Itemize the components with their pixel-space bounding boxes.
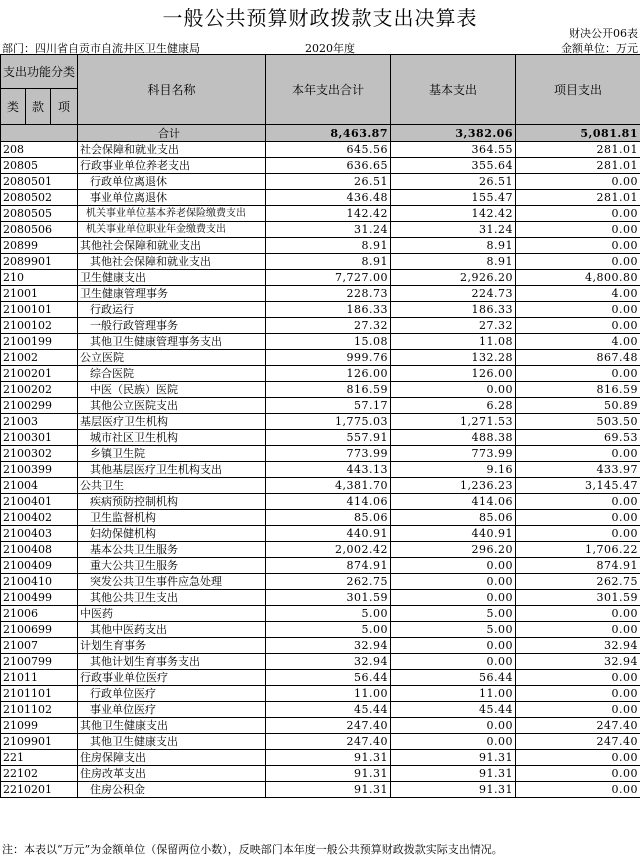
row-code: 2080505 [1, 206, 78, 222]
row-total: 32.94 [266, 638, 391, 654]
row-code: 2100299 [1, 398, 78, 414]
table-row [1, 782, 640, 798]
row-project: 281.01 [516, 142, 640, 158]
row-subject: 行政事业单位养老支出 [78, 158, 266, 174]
row-subject: 其他社会保障和就业支出 [78, 238, 266, 254]
table-row [1, 382, 640, 398]
table-row [1, 286, 640, 302]
table-row [1, 766, 640, 782]
row-code: 2080502 [1, 190, 78, 206]
row-basic: 1,271.53 [391, 414, 516, 430]
row-basic: 155.47 [391, 190, 516, 206]
row-basic: 56.44 [391, 670, 516, 686]
row-project: 247.40 [516, 734, 640, 750]
row-total: 247.40 [266, 718, 391, 734]
row-total: 26.51 [266, 174, 391, 190]
row-project: 0.00 [516, 510, 640, 526]
table-row [1, 542, 640, 558]
row-subject: 事业单位离退休 [78, 190, 266, 206]
row-total: 414.06 [266, 494, 391, 510]
row-project: 32.94 [516, 638, 640, 654]
row-code: 21002 [1, 350, 78, 366]
row-project: 0.00 [516, 366, 640, 382]
row-total: 85.06 [266, 510, 391, 526]
table-row [1, 366, 640, 382]
row-basic: 355.64 [391, 158, 516, 174]
row-subject: 行政单位离退休 [78, 174, 266, 190]
row-total: 247.40 [266, 734, 391, 750]
row-basic: 0.00 [391, 734, 516, 750]
row-subject: 其他卫生健康支出 [78, 734, 266, 750]
row-code: 21004 [1, 478, 78, 494]
row-subject: 其他社会保障和就业支出 [78, 254, 266, 270]
row-basic: 1,236.23 [391, 478, 516, 494]
row-basic: 2,926.20 [391, 270, 516, 286]
table-row [1, 318, 640, 334]
row-project: 247.40 [516, 718, 640, 734]
row-basic: 142.42 [391, 206, 516, 222]
row-subject: 综合医院 [78, 366, 266, 382]
table-row [1, 750, 640, 766]
row-project: 0.00 [516, 750, 640, 766]
row-subject: 机关事业单位职业年金缴费支出 [78, 222, 266, 238]
row-total: 645.56 [266, 142, 391, 158]
row-subject: 城市社区卫生机构 [78, 430, 266, 446]
row-subject: 社会保障和就业支出 [78, 142, 266, 158]
row-total: 262.75 [266, 574, 391, 590]
row-total: 301.59 [266, 590, 391, 606]
table-row [1, 478, 640, 494]
row-subject: 一般行政管理事务 [78, 318, 266, 334]
row-code: 2100408 [1, 542, 78, 558]
footnote: 注：本表以“万元”为金额单位（保留两位小数），反映部门本年度一般公共预算财政拨款实际支出情况。 [2, 843, 503, 856]
row-subject: 中医（民族）医院 [78, 382, 266, 398]
row-code: 2100410 [1, 574, 78, 590]
row-project: 1,706.22 [516, 542, 640, 558]
table-row [1, 526, 640, 542]
total-amount: 8,463.87 [266, 125, 391, 142]
row-project: 0.00 [516, 446, 640, 462]
row-code: 21006 [1, 606, 78, 622]
table-row [1, 254, 640, 270]
row-total: 15.08 [266, 334, 391, 350]
row-code: 208 [1, 142, 78, 158]
row-subject: 事业单位医疗 [78, 702, 266, 718]
row-project: 433.97 [516, 462, 640, 478]
row-total: 142.42 [266, 206, 391, 222]
header-project: 项目支出 [516, 55, 640, 125]
row-code: 2100201 [1, 366, 78, 382]
total-basic: 3,382.06 [391, 125, 516, 142]
table-row [1, 222, 640, 238]
table-row [1, 430, 640, 446]
header-total: 本年支出合计 [266, 55, 391, 125]
row-code: 2100301 [1, 430, 78, 446]
row-total: 436.48 [266, 190, 391, 206]
row-subject: 疾病预防控制机构 [78, 494, 266, 510]
table-row [1, 206, 640, 222]
total-row [1, 125, 640, 142]
row-project: 0.00 [516, 174, 640, 190]
header-basic: 基本支出 [391, 55, 516, 125]
row-project: 0.00 [516, 670, 640, 686]
row-project: 0.00 [516, 318, 640, 334]
row-subject: 其他公立医院支出 [78, 398, 266, 414]
row-project: 0.00 [516, 254, 640, 270]
row-subject: 重大公共卫生服务 [78, 558, 266, 574]
row-project: 0.00 [516, 686, 640, 702]
row-basic: 0.00 [391, 382, 516, 398]
row-subject: 行政运行 [78, 302, 266, 318]
row-total: 999.76 [266, 350, 391, 366]
total-project: 5,081.81 [516, 125, 640, 142]
row-basic: 45.44 [391, 702, 516, 718]
row-basic: 0.00 [391, 558, 516, 574]
row-total: 45.44 [266, 702, 391, 718]
row-basic: 0.00 [391, 654, 516, 670]
row-subject: 卫生健康支出 [78, 270, 266, 286]
row-code: 20805 [1, 158, 78, 174]
row-subject: 其他中医药支出 [78, 622, 266, 638]
table-row [1, 142, 640, 158]
row-project: 50.89 [516, 398, 640, 414]
total-label: 合计 [78, 125, 266, 142]
row-basic: 364.55 [391, 142, 516, 158]
row-code: 2100499 [1, 590, 78, 606]
row-basic: 488.38 [391, 430, 516, 446]
table-row [1, 302, 640, 318]
row-subject: 行政事业单位医疗 [78, 670, 266, 686]
row-total: 874.91 [266, 558, 391, 574]
table-row [1, 398, 640, 414]
row-basic: 26.51 [391, 174, 516, 190]
row-code: 221 [1, 750, 78, 766]
row-total: 557.91 [266, 430, 391, 446]
row-basic: 296.20 [391, 542, 516, 558]
row-total: 816.59 [266, 382, 391, 398]
row-basic: 8.91 [391, 254, 516, 270]
row-basic: 0.00 [391, 718, 516, 734]
row-code: 22102 [1, 766, 78, 782]
table-row [1, 510, 640, 526]
row-code: 2100202 [1, 382, 78, 398]
row-project: 3,145.47 [516, 478, 640, 494]
row-total: 126.00 [266, 366, 391, 382]
row-code: 2100699 [1, 622, 78, 638]
amount-unit: 金额单位：万元 [561, 42, 638, 55]
table-row [1, 638, 640, 654]
row-code: 21007 [1, 638, 78, 654]
row-project: 0.00 [516, 206, 640, 222]
row-total: 91.31 [266, 750, 391, 766]
row-subject: 乡镇卫生院 [78, 446, 266, 462]
row-project: 0.00 [516, 302, 640, 318]
row-total: 91.31 [266, 782, 391, 798]
fiscal-year: 2020年度 [305, 42, 355, 55]
row-subject: 妇幼保健机构 [78, 526, 266, 542]
row-subject: 行政单位医疗 [78, 686, 266, 702]
header-func-class: 支出功能分类 [1, 55, 78, 89]
row-total: 32.94 [266, 654, 391, 670]
row-project: 4.00 [516, 286, 640, 302]
table-row [1, 446, 640, 462]
row-code: 21001 [1, 286, 78, 302]
row-total: 11.00 [266, 686, 391, 702]
row-code: 2100199 [1, 334, 78, 350]
row-basic: 773.99 [391, 446, 516, 462]
row-code: 2100409 [1, 558, 78, 574]
row-total: 773.99 [266, 446, 391, 462]
row-total: 2,002.42 [266, 542, 391, 558]
row-basic: 91.31 [391, 750, 516, 766]
row-subject: 卫生监督机构 [78, 510, 266, 526]
row-project: 281.01 [516, 190, 640, 206]
report-title: 一般公共预算财政拨款支出决算表 [162, 6, 478, 30]
row-basic: 9.16 [391, 462, 516, 478]
table-row [1, 734, 640, 750]
row-total: 443.13 [266, 462, 391, 478]
row-basic: 0.00 [391, 574, 516, 590]
row-subject: 计划生育事务 [78, 638, 266, 654]
table-row [1, 590, 640, 606]
row-basic: 224.73 [391, 286, 516, 302]
row-total: 440.91 [266, 526, 391, 542]
row-code: 2100402 [1, 510, 78, 526]
row-basic: 186.33 [391, 302, 516, 318]
row-subject: 中医药 [78, 606, 266, 622]
row-subject: 公立医院 [78, 350, 266, 366]
row-code: 2210201 [1, 782, 78, 798]
row-basic: 5.00 [391, 606, 516, 622]
row-project: 4,800.80 [516, 270, 640, 286]
row-total: 27.32 [266, 318, 391, 334]
row-code: 2100101 [1, 302, 78, 318]
row-code: 2100302 [1, 446, 78, 462]
row-basic: 414.06 [391, 494, 516, 510]
table-row [1, 414, 640, 430]
table-row [1, 686, 640, 702]
row-code: 2100799 [1, 654, 78, 670]
row-project: 4.00 [516, 334, 640, 350]
row-code: 2100399 [1, 462, 78, 478]
row-code: 21011 [1, 670, 78, 686]
form-number: 财决公开06表 [569, 27, 638, 40]
row-code: 210 [1, 270, 78, 286]
table-row [1, 158, 640, 174]
table-row [1, 190, 640, 206]
row-total: 636.65 [266, 158, 391, 174]
row-basic: 0.00 [391, 590, 516, 606]
row-total: 228.73 [266, 286, 391, 302]
row-total: 5.00 [266, 622, 391, 638]
row-project: 0.00 [516, 494, 640, 510]
row-basic: 132.28 [391, 350, 516, 366]
table-row [1, 494, 640, 510]
row-total: 8.91 [266, 238, 391, 254]
row-project: 874.91 [516, 558, 640, 574]
table-row [1, 670, 640, 686]
table-row [1, 558, 640, 574]
row-code: 2100401 [1, 494, 78, 510]
table-row [1, 238, 640, 254]
row-basic: 6.28 [391, 398, 516, 414]
table-row [1, 702, 640, 718]
table-row [1, 334, 640, 350]
row-code: 2080506 [1, 222, 78, 238]
row-basic: 8.91 [391, 238, 516, 254]
row-basic: 0.00 [391, 638, 516, 654]
row-code: 2109901 [1, 734, 78, 750]
row-project: 0.00 [516, 606, 640, 622]
row-basic: 11.08 [391, 334, 516, 350]
row-subject: 其他卫生健康管理事务支出 [78, 334, 266, 350]
row-subject: 基层医疗卫生机构 [78, 414, 266, 430]
row-subject: 住房保障支出 [78, 750, 266, 766]
table-row [1, 622, 640, 638]
row-subject: 住房公积金 [78, 782, 266, 798]
department-label: 部门：四川省自贡市自流井区卫生健康局 [2, 42, 200, 55]
row-total: 57.17 [266, 398, 391, 414]
row-project: 867.48 [516, 350, 640, 366]
row-subject: 突发公共卫生事件应急处理 [78, 574, 266, 590]
row-project: 262.75 [516, 574, 640, 590]
expenditure-table [0, 54, 640, 798]
row-code: 2101101 [1, 686, 78, 702]
table-row [1, 270, 640, 286]
row-code: 2100102 [1, 318, 78, 334]
row-project: 281.01 [516, 158, 640, 174]
row-total: 186.33 [266, 302, 391, 318]
row-subject: 其他基层医疗卫生机构支出 [78, 462, 266, 478]
table-row [1, 174, 640, 190]
row-basic: 91.31 [391, 766, 516, 782]
row-code: 21099 [1, 718, 78, 734]
row-total: 1,775.03 [266, 414, 391, 430]
row-project: 0.00 [516, 222, 640, 238]
row-subject: 卫生健康管理事务 [78, 286, 266, 302]
row-project: 32.94 [516, 654, 640, 670]
row-total: 31.24 [266, 222, 391, 238]
row-basic: 440.91 [391, 526, 516, 542]
row-basic: 31.24 [391, 222, 516, 238]
row-basic: 91.31 [391, 782, 516, 798]
row-subject: 住房改革支出 [78, 766, 266, 782]
row-basic: 5.00 [391, 622, 516, 638]
header-lei: 类 [1, 89, 26, 125]
row-code: 2080501 [1, 174, 78, 190]
row-code: 21003 [1, 414, 78, 430]
row-subject: 其他公共卫生支出 [78, 590, 266, 606]
row-subject: 公共卫生 [78, 478, 266, 494]
header-xiang: 项 [51, 89, 78, 125]
table-row [1, 606, 640, 622]
row-project: 816.59 [516, 382, 640, 398]
table-row [1, 350, 640, 366]
row-total: 5.00 [266, 606, 391, 622]
header-subject: 科目名称 [78, 55, 266, 125]
row-project: 0.00 [516, 622, 640, 638]
table-row [1, 462, 640, 478]
row-total: 8.91 [266, 254, 391, 270]
row-total: 7,727.00 [266, 270, 391, 286]
row-basic: 11.00 [391, 686, 516, 702]
row-subject: 基本公共卫生服务 [78, 542, 266, 558]
row-project: 301.59 [516, 590, 640, 606]
table-row [1, 654, 640, 670]
row-project: 69.53 [516, 430, 640, 446]
row-project: 0.00 [516, 782, 640, 798]
table-row [1, 718, 640, 734]
row-total: 91.31 [266, 766, 391, 782]
row-code: 2101102 [1, 702, 78, 718]
row-project: 0.00 [516, 238, 640, 254]
row-basic: 85.06 [391, 510, 516, 526]
row-basic: 27.32 [391, 318, 516, 334]
row-project: 0.00 [516, 526, 640, 542]
row-project: 0.00 [516, 702, 640, 718]
row-subject: 机关事业单位基本养老保险缴费支出 [78, 206, 266, 222]
table-row [1, 574, 640, 590]
row-code: 2100403 [1, 526, 78, 542]
row-subject: 其他卫生健康支出 [78, 718, 266, 734]
row-total: 4,381.70 [266, 478, 391, 494]
row-total: 56.44 [266, 670, 391, 686]
row-code: 2089901 [1, 254, 78, 270]
row-project: 503.50 [516, 414, 640, 430]
header-kuan: 款 [26, 89, 51, 125]
row-code: 20899 [1, 238, 78, 254]
row-subject: 其他计划生育事务支出 [78, 654, 266, 670]
row-project: 0.00 [516, 766, 640, 782]
row-basic: 126.00 [391, 366, 516, 382]
